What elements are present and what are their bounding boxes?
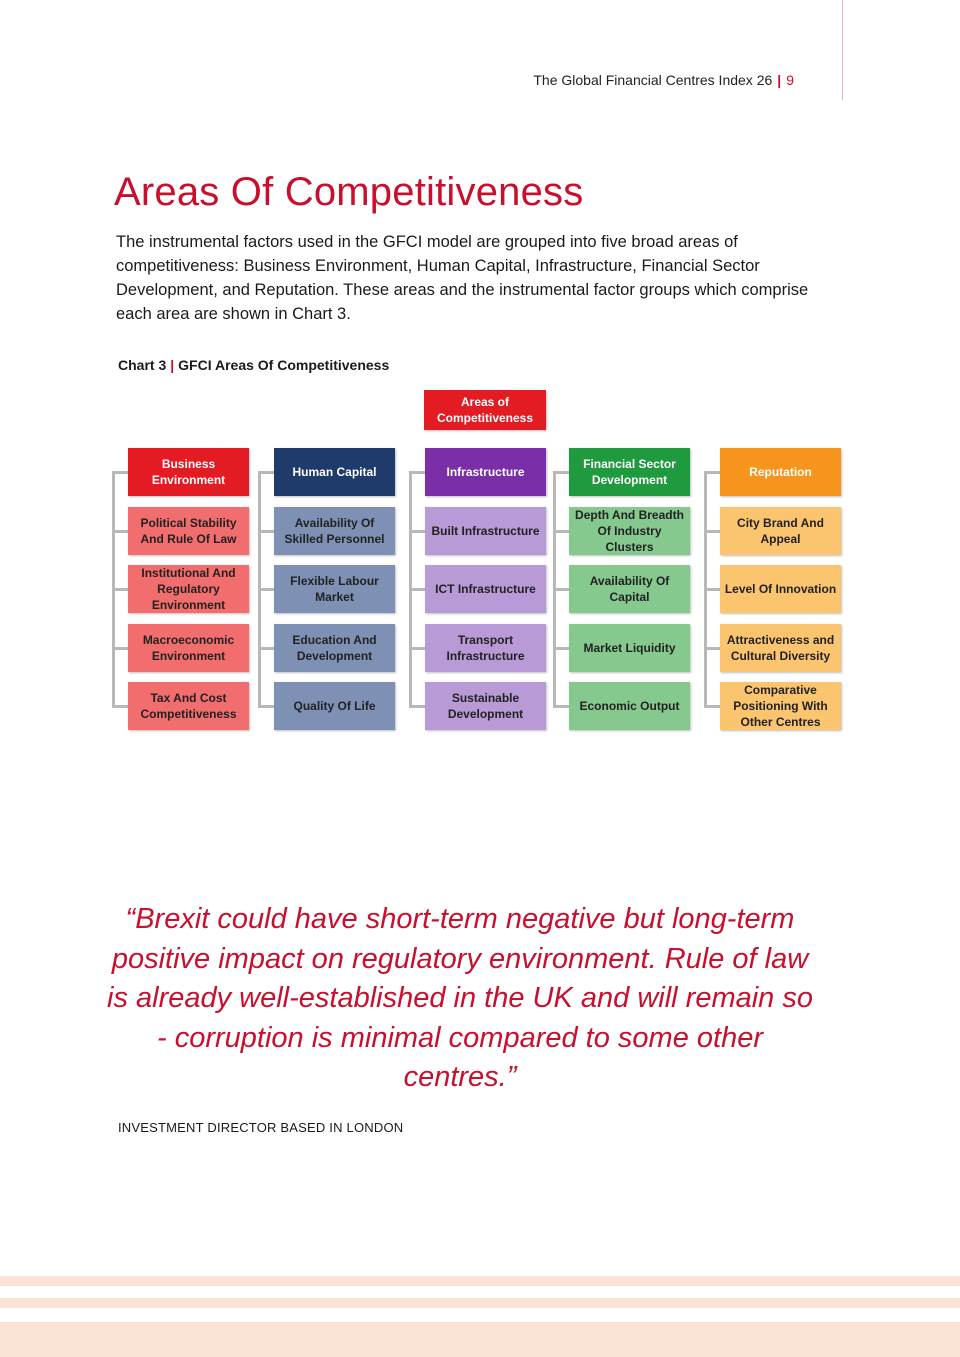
branch-connector-line xyxy=(409,530,425,533)
factor-group-box: Tax And Cost Competitiveness xyxy=(128,682,249,730)
branch-connector-line xyxy=(704,647,720,650)
branch-connector-line xyxy=(258,588,274,591)
chart-caption-separator: | xyxy=(170,357,175,373)
area-header-box: Human Capital xyxy=(274,448,395,496)
chart-number: Chart 3 xyxy=(118,357,167,373)
branch-connector-line xyxy=(553,647,569,650)
branch-connector-line xyxy=(409,471,425,474)
factor-group-box: Education And Development xyxy=(274,624,395,672)
area-header-box: Business Environment xyxy=(128,448,249,496)
branch-connector-line xyxy=(704,530,720,533)
branch-connector-line xyxy=(704,588,720,591)
branch-connector-line xyxy=(553,588,569,591)
factor-group-box: Market Liquidity xyxy=(569,624,690,672)
area-header-box: Infrastructure xyxy=(425,448,546,496)
factor-group-box: Economic Output xyxy=(569,682,690,730)
factor-group-box: Availability Of Skilled Personnel xyxy=(274,507,395,555)
branch-connector-line xyxy=(704,705,720,708)
branch-connector-line xyxy=(112,647,128,650)
factor-group-box: Depth And Breadth Of Industry Clusters xyxy=(569,507,690,555)
area-header-box: Reputation xyxy=(720,448,841,496)
factor-group-box: Transport Infrastructure xyxy=(425,624,546,672)
branch-connector-line xyxy=(553,471,569,474)
factor-group-box: Built Infrastructure xyxy=(425,507,546,555)
header-separator: | xyxy=(777,72,782,88)
root-box: Areas of Competitiveness xyxy=(424,390,546,430)
branch-connector-line xyxy=(409,705,425,708)
factor-group-box: Quality Of Life xyxy=(274,682,395,730)
publication-title: The Global Financial Centres Index 26 xyxy=(533,72,773,88)
area-header-box: Financial Sector Development xyxy=(569,448,690,496)
branch-connector-line xyxy=(704,471,720,474)
intro-paragraph: The instrumental factors used in the GFCI model are grouped into five broad areas of competitiveness: Business Environment, Human Capital, Infrastructure, Financial Sector Development, and Reputation. These areas and the instrumental factor groups which comprise each area are shown in Chart 3. xyxy=(116,233,809,323)
branch-connector-line xyxy=(112,705,128,708)
branch-connector-line xyxy=(112,471,128,474)
footer-band xyxy=(0,1322,960,1357)
page-title: Areas Of Competitiveness xyxy=(114,170,584,214)
running-header xyxy=(400,72,794,88)
branch-connector-line xyxy=(112,530,128,533)
factor-group-box: City Brand And Appeal xyxy=(720,507,841,555)
chart-caption xyxy=(118,357,389,373)
branch-connector-line xyxy=(258,647,274,650)
factor-group-box: Comparative Positioning With Other Centres xyxy=(720,682,841,730)
footer-stripe xyxy=(0,1276,960,1286)
page-edge-line xyxy=(842,0,843,100)
branch-connector-line xyxy=(409,588,425,591)
branch-connector-line xyxy=(258,471,274,474)
factor-group-box: Macroeconomic Environment xyxy=(128,624,249,672)
footer-stripe xyxy=(0,1298,960,1308)
factor-group-box: Sustainable Development xyxy=(425,682,546,730)
chart-caption-text: GFCI Areas Of Competitiveness xyxy=(178,357,390,373)
quote-attribution: INVESTMENT DIRECTOR BASED IN LONDON xyxy=(118,1120,404,1135)
factor-group-box: Availability Of Capital xyxy=(569,565,690,613)
branch-connector-line xyxy=(409,647,425,650)
branch-connector-line xyxy=(553,705,569,708)
branch-connector-line xyxy=(112,588,128,591)
factor-group-box: ICT Infrastructure xyxy=(425,565,546,613)
pull-quote: “Brexit could have short-term negative but long-term positive impact on regulatory environment. Rule of law is already well-established in the UK and will remain so - corruption is minimal compared to some other centres.” xyxy=(107,903,813,1093)
factor-group-box: Political Stability And Rule Of Law xyxy=(128,507,249,555)
branch-connector-line xyxy=(553,530,569,533)
page-number: 9 xyxy=(786,72,794,88)
factor-group-box: Institutional And Regulatory Environment xyxy=(128,565,249,613)
branch-connector-line xyxy=(258,705,274,708)
factor-group-box: Attractiveness and Cultural Diversity xyxy=(720,624,841,672)
factor-group-box: Flexible Labour Market xyxy=(274,565,395,613)
factor-group-box: Level Of Innovation xyxy=(720,565,841,613)
branch-connector-line xyxy=(258,530,274,533)
